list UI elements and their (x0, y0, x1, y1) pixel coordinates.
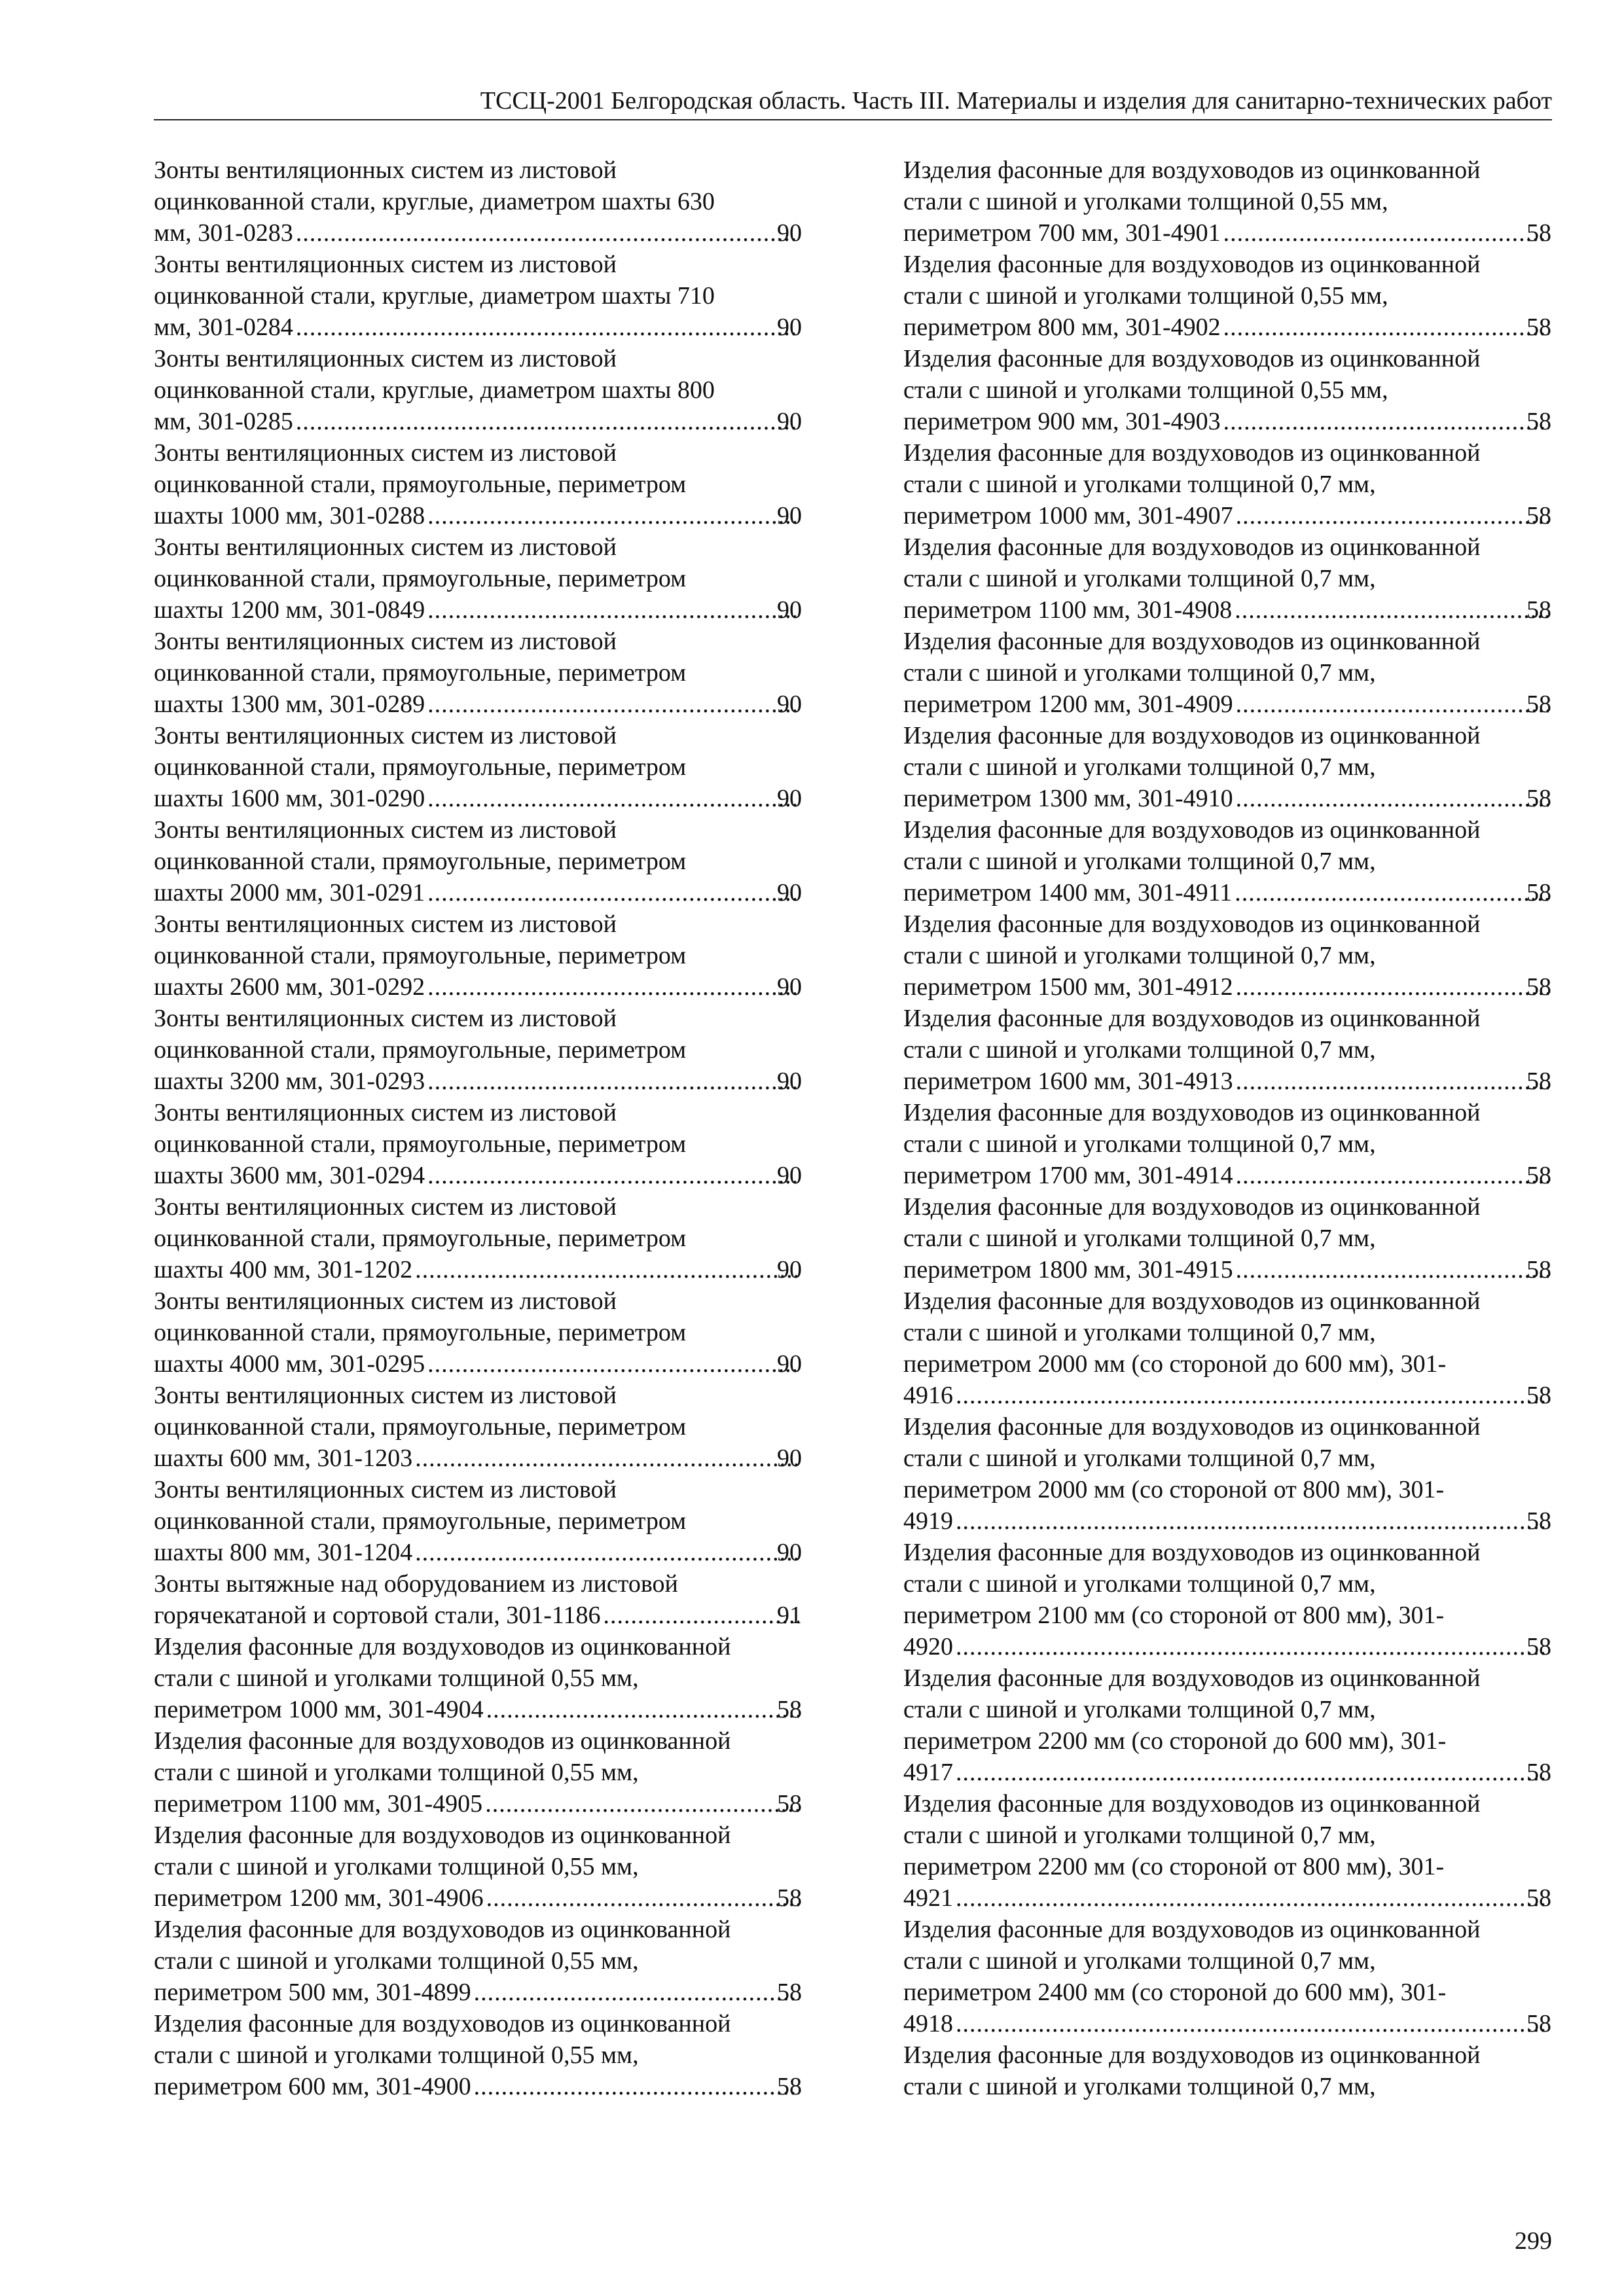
index-entry-code: периметром 1200 мм, 301-4909 (903, 691, 1233, 718)
index-entry-reference-line: периметром 500 мм, 301-4899 ..... 58 (181, 1977, 802, 2008)
index-entry-reference-line: шахты 3200 мм, 301-0293 ..... 90 (181, 1066, 802, 1097)
index-entry (903, 814, 1551, 908)
dot-leader (485, 1788, 799, 1820)
dot-leader (427, 1160, 799, 1191)
index-entry-line: стали с шиной и уголками толщиной 0,7 мм, (903, 659, 1376, 687)
index-entry-line: оцинкованной стали, прямоугольные, периметром (154, 1507, 687, 1535)
index-entry-line: периметром 2100 мм (со стороной от 800 мм), 301- (903, 1602, 1445, 1629)
index-entry-line: периметром 2400 мм (со стороной до 600 мм), 301- (903, 1979, 1447, 2006)
index-entry-reference-line: периметром 1300 мм, 301-4910 ..... 58 (931, 783, 1551, 814)
index-entry-line: Изделия фасонные для воздуховодов из оцинкованной (903, 1664, 1481, 1692)
dot-leader (1223, 217, 1549, 249)
index-entry-line: стали с шиной и уголками толщиной 0,55 мм, (903, 376, 1388, 404)
index-entry-line: периметром 2200 мм (со стороной от 800 мм), 301- (903, 1853, 1445, 1880)
dot-leader (427, 594, 799, 626)
index-entry-reference-line: периметром 1000 мм, 301-4904 ..... 58 (181, 1694, 802, 1725)
index-entry-line: Изделия фасонные для воздуховодов из оцинкованной (903, 1005, 1481, 1032)
dot-leader (1236, 1160, 1549, 1191)
index-entry-code: периметром 1100 мм, 301-4905 (154, 1790, 483, 1818)
index-entry-line: стали с шиной и уголками толщиной 0,7 мм, (903, 1225, 1376, 1252)
index-entry-reference-line: шахты 600 мм, 301-1203 ..... 90 (181, 1443, 802, 1474)
index-entry (154, 1725, 802, 1820)
index-entry-line: Зонты вентиляционных систем из листовой (154, 910, 617, 938)
index-entry-line: Изделия фасонные для воздуховодов из оцинкованной (154, 1821, 731, 1849)
index-entry-line: оцинкованной стали, прямоугольные, периметром (154, 1319, 687, 1346)
index-entry-reference-line: периметром 1400 мм, 301-4911 ..... 58 (931, 877, 1551, 908)
index-entry-reference-line: мм, 301-0283 ..... 90 (181, 217, 802, 249)
index-column-left (154, 154, 802, 2102)
index-entry-line: оцинкованной стали, круглые, диаметром шахты 630 (154, 188, 715, 215)
index-entry-line: Изделия фасонные для воздуховодов из оцинкованной (154, 2010, 731, 2037)
index-entry (154, 249, 802, 343)
dot-leader (1235, 594, 1549, 626)
index-column-right (903, 154, 1551, 2102)
index-entry (154, 1631, 802, 1725)
index-entry (154, 343, 802, 437)
index-entry-code: периметром 1100 мм, 301-4908 (903, 596, 1233, 624)
index-entry-code: шахты 1600 мм, 301-0290 (154, 785, 425, 812)
index-entry (154, 1820, 802, 1914)
index-entry (903, 1914, 1551, 2039)
index-entry-line: Зонты вентиляционных систем из листовой (154, 628, 617, 655)
index-entry (903, 720, 1551, 814)
index-entry-line: оцинкованной стали, прямоугольные, периметром (154, 942, 687, 969)
dot-leader (427, 783, 799, 814)
index-entry-reference-line: периметром 1500 мм, 301-4912 ..... 58 (931, 971, 1551, 1003)
index-entry (903, 2039, 1551, 2102)
index-entry-line: Зонты вентиляционных систем из листовой (154, 1005, 617, 1032)
index-entry-line: Зонты вентиляционных систем из листовой (154, 156, 617, 184)
index-entry-line: Зонты вентиляционных систем из листовой (154, 1287, 617, 1315)
dot-leader (427, 1348, 799, 1380)
index-entry-line: Зонты вентиляционных систем из листовой (154, 345, 617, 372)
index-entry-line: Изделия фасонные для воздуховодов из оцинкованной (903, 1413, 1481, 1441)
index-entry-code: периметром 900 мм, 301-4903 (903, 408, 1221, 435)
index-entry-code: шахты 1200 мм, 301-0849 (154, 596, 425, 624)
index-entry-line: стали с шиной и уголками толщиной 0,7 мм, (903, 753, 1376, 781)
index-entry-line: Изделия фасонные для воздуховодов из оцинкованной (903, 1193, 1481, 1221)
index-entry-line: оцинкованной стали, прямоугольные, периметром (154, 1225, 687, 1252)
index-entry (154, 2008, 802, 2102)
index-entry-reference-line: мм, 301-0285 ..... 90 (181, 406, 802, 437)
index-entry-line: стали с шиной и уголками толщиной 0,7 мм, (903, 1696, 1376, 1723)
dot-leader (427, 500, 799, 531)
index-entry-code: 4921 (903, 1884, 953, 1912)
index-entry-code: периметром 1600 мм, 301-4913 (903, 1067, 1233, 1095)
dot-leader (603, 1600, 799, 1631)
index-entry-line: оцинкованной стали, прямоугольные, периметром (154, 1036, 687, 1064)
index-entry-code: периметром 1400 мм, 301-4911 (903, 879, 1233, 906)
index-entry-code: периметром 1800 мм, 301-4915 (903, 1256, 1233, 1283)
index-entry-line: Зонты вентиляционных систем из листовой (154, 1099, 617, 1126)
index-entry-code: периметром 700 мм, 301-4901 (903, 219, 1221, 247)
index-entry (903, 1191, 1551, 1285)
index-entry (154, 1003, 802, 1097)
index-entry-code: периметром 1500 мм, 301-4912 (903, 973, 1233, 1001)
index-entry-reference-line: 4916 ..... 58 (931, 1380, 1551, 1411)
index-entry (154, 1474, 802, 1568)
dot-leader (415, 1443, 799, 1474)
index-entry-line: Изделия фасонные для воздуховодов из оцинкованной (903, 251, 1481, 278)
index-entry-code: шахты 1000 мм, 301-0288 (154, 502, 425, 529)
index-entry-reference-line: периметром 1200 мм, 301-4909 ..... 58 (931, 689, 1551, 720)
index-entry-code: периметром 1000 мм, 301-4904 (154, 1696, 484, 1723)
index-entry-line: Изделия фасонные для воздуховодов из оцинкованной (903, 2041, 1481, 2069)
index-entry-code: шахты 800 мм, 301-1204 (154, 1539, 413, 1566)
dot-leader (1236, 783, 1549, 814)
index-entry (903, 437, 1551, 531)
index-entry (903, 1662, 1551, 1788)
dot-leader (296, 406, 799, 437)
index-entry-code: 4920 (903, 1633, 953, 1660)
index-entry-line: стали с шиной и уголками толщиной 0,7 мм, (903, 1319, 1376, 1346)
index-entry (154, 531, 802, 626)
index-entry-code: горячекатаной и сортовой стали, 301-1186 (154, 1602, 601, 1629)
index-entry (903, 1003, 1551, 1097)
index-entry-line: периметром 2200 мм (со стороной до 600 мм), 301- (903, 1727, 1447, 1755)
index-entry-line: Зонты вентиляционных систем из листовой (154, 816, 617, 844)
index-entry (154, 720, 802, 814)
dot-leader (1236, 689, 1549, 720)
dot-leader (486, 1882, 799, 1914)
index-entry-line: Изделия фасонные для воздуховодов из оцинкованной (903, 1539, 1481, 1566)
index-entry (903, 908, 1551, 1003)
dot-leader (427, 877, 799, 908)
index-entry-line: стали с шиной и уголками толщиной 0,7 мм, (903, 2073, 1376, 2100)
index-entry-line: стали с шиной и уголками толщиной 0,7 мм, (903, 1036, 1376, 1064)
dot-leader (1236, 1254, 1549, 1285)
index-entry-line: Зонты вентиляционных систем из листовой (154, 1476, 617, 1503)
index-entry-line: стали с шиной и уголками толщиной 0,7 мм, (903, 1130, 1376, 1158)
index-entry-line: оцинкованной стали, прямоугольные, периметром (154, 1130, 687, 1158)
index-entry-line: стали с шиной и уголками толщиной 0,7 мм, (903, 1947, 1376, 1975)
dot-leader (1236, 500, 1549, 531)
index-entry-reference-line: шахты 1200 мм, 301-0849 ..... 90 (181, 594, 802, 626)
index-entry-line: Изделия фасонные для воздуховодов из оцинкованной (154, 1727, 731, 1755)
running-header: ТССЦ-2001 Белгородская область. Часть III. Материалы и изделия для санитарно-технических работ (480, 87, 1552, 115)
dot-leader (474, 2071, 799, 2102)
index-entry-line: Изделия фасонные для воздуховодов из оцинкованной (903, 1099, 1481, 1126)
index-entry-code: 4917 (903, 1759, 953, 1786)
index-entry-reference-line: 4917 ..... 58 (931, 1757, 1551, 1788)
index-entry-code: шахты 600 мм, 301-1203 (154, 1444, 413, 1472)
index-entry-line: стали с шиной и уголками толщиной 0,55 мм, (154, 2041, 639, 2069)
index-entry-code: 4918 (903, 2010, 953, 2037)
index-entry-line: Изделия фасонные для воздуховодов из оцинкованной (903, 156, 1481, 184)
index-entry (903, 1097, 1551, 1191)
index-entry-reference-line: шахты 3600 мм, 301-0294 ..... 90 (181, 1160, 802, 1191)
index-entry-code: периметром 500 мм, 301-4899 (154, 1979, 471, 2006)
index-entry-line: стали с шиной и уголками толщиной 0,7 мм, (903, 471, 1376, 498)
index-entry-code: мм, 301-0285 (154, 408, 293, 435)
index-entry-line: Изделия фасонные для воздуховодов из оцинкованной (903, 722, 1481, 749)
dot-leader (296, 312, 799, 343)
dot-leader (956, 1631, 1549, 1662)
header-rule (154, 119, 1552, 120)
index-entry-line: Зонты вентиляционных систем из листовой (154, 439, 617, 467)
index-entry-line: оцинкованной стали, прямоугольные, периметром (154, 848, 687, 875)
dot-leader (1223, 312, 1549, 343)
index-entry-line: оцинкованной стали, прямоугольные, периметром (154, 659, 687, 687)
index-entry (154, 1568, 802, 1631)
index-entry-line: Зонты вентиляционных систем из листовой (154, 1193, 617, 1221)
index-entry-line: периметром 2000 мм (со стороной от 800 мм), 301- (903, 1476, 1445, 1503)
index-entry-line: стали с шиной и уголками толщиной 0,7 мм, (903, 1821, 1376, 1849)
index-entry-line: стали с шиной и уголками толщиной 0,7 мм, (903, 565, 1376, 592)
index-entry-code: шахты 3200 мм, 301-0293 (154, 1067, 425, 1095)
index-entry (154, 154, 802, 249)
index-entry-line: Зонты вентиляционных систем из листовой (154, 533, 617, 561)
index-entry-line: стали с шиной и уголками толщиной 0,55 мм, (154, 1759, 639, 1786)
index-entry (903, 1537, 1551, 1662)
index-entry (903, 1788, 1551, 1914)
index-entry-code: шахты 2000 мм, 301-0291 (154, 879, 425, 906)
index-entry-line: стали с шиной и уголками толщиной 0,7 мм, (903, 848, 1376, 875)
index-entry-reference-line: шахты 2600 мм, 301-0292 ..... 90 (181, 971, 802, 1003)
index-entry-line: Изделия фасонные для воздуховодов из оцинкованной (903, 910, 1481, 938)
index-entry-line: Зонты вытяжные над оборудованием из листовой (154, 1570, 678, 1598)
index-entry-code: мм, 301-0284 (154, 314, 293, 341)
index-entry-line: стали с шиной и уголками толщиной 0,55 мм, (903, 282, 1388, 310)
page-number: 299 (1515, 2227, 1552, 2255)
index-entry-reference-line: шахты 1600 мм, 301-0290 ..... 90 (181, 783, 802, 814)
index-entry-line: Изделия фасонные для воздуховодов из оцинкованной (903, 628, 1481, 655)
index-entry-line: периметром 2000 мм (со стороной до 600 мм), 301- (903, 1350, 1447, 1378)
index-entry-reference-line: периметром 1100 мм, 301-4905 ..... 58 (181, 1788, 802, 1820)
index-entry-reference-line: шахты 800 мм, 301-1204 ..... 90 (181, 1537, 802, 1568)
index-entry-line: стали с шиной и уголками толщиной 0,7 мм, (903, 1444, 1376, 1472)
dot-leader (956, 1882, 1549, 1914)
index-entry-reference-line: периметром 600 мм, 301-4900 ..... 58 (181, 2071, 802, 2102)
index-entry-line: Изделия фасонные для воздуховодов из оцинкованной (903, 439, 1481, 467)
index-entry-code: периметром 1200 мм, 301-4906 (154, 1884, 484, 1912)
dot-leader (1223, 406, 1549, 437)
index-entry-reference-line: шахты 1000 мм, 301-0288 ..... 90 (181, 500, 802, 531)
index-entry-reference-line: горячекатаной и сортовой стали, 301-1186 ..... 91 (181, 1600, 802, 1631)
index-entry-line: оцинкованной стали, прямоугольные, периметром (154, 1413, 687, 1441)
index-entry-reference-line: 4919 ..... 58 (931, 1505, 1551, 1537)
index-entry-line: Зонты вентиляционных систем из листовой (154, 251, 617, 278)
index-entry (903, 343, 1551, 437)
index-entry-reference-line: шахты 1300 мм, 301-0289 ..... 90 (181, 689, 802, 720)
index-entry-line: Изделия фасонные для воздуховодов из оцинкованной (154, 1633, 731, 1660)
index-entry-code: периметром 800 мм, 301-4902 (903, 314, 1221, 341)
index-entry-reference-line: периметром 1800 мм, 301-4915 ..... 58 (931, 1254, 1551, 1285)
index-entry-line: Изделия фасонные для воздуховодов из оцинкованной (903, 816, 1481, 844)
index-entry-reference-line: мм, 301-0284 ..... 90 (181, 312, 802, 343)
index-entry (903, 626, 1551, 720)
index-entry (154, 437, 802, 531)
index-entry-line: стали с шиной и уголками толщиной 0,55 мм, (154, 1947, 639, 1975)
dot-leader (415, 1537, 799, 1568)
index-entry-line: оцинкованной стали, прямоугольные, периметром (154, 565, 687, 592)
index-entry-reference-line: шахты 4000 мм, 301-0295 ..... 90 (181, 1348, 802, 1380)
index-entry (903, 154, 1551, 249)
index-entry (154, 1191, 802, 1285)
dot-leader (427, 1066, 799, 1097)
index-entry-line: Зонты вентиляционных систем из листовой (154, 1382, 617, 1409)
index-entry-line: Изделия фасонные для воздуховодов из оцинкованной (154, 1916, 731, 1943)
index-entry (154, 908, 802, 1003)
index-entry (903, 531, 1551, 626)
index-entry-reference-line: шахты 400 мм, 301-1202 ..... 90 (181, 1254, 802, 1285)
index-entry (154, 1097, 802, 1191)
dot-leader (296, 217, 799, 249)
index-entry-code: шахты 4000 мм, 301-0295 (154, 1350, 425, 1378)
dot-leader (1236, 971, 1549, 1003)
index-entry-line: оцинкованной стали, прямоугольные, периметром (154, 753, 687, 781)
index-entry-code: периметром 1300 мм, 301-4910 (903, 785, 1233, 812)
dot-leader (486, 1694, 799, 1725)
index-entry-reference-line: периметром 1700 мм, 301-4914 ..... 58 (931, 1160, 1551, 1191)
index-entry-code: шахты 2600 мм, 301-0292 (154, 973, 425, 1001)
dot-leader (956, 1380, 1549, 1411)
index-entry-line: стали с шиной и уголками толщиной 0,7 мм, (903, 942, 1376, 969)
index-entry-code: 4919 (903, 1507, 953, 1535)
index-entry-line: оцинкованной стали, круглые, диаметром шахты 710 (154, 282, 715, 310)
index-entry-reference-line: периметром 900 мм, 301-4903 ..... 58 (931, 406, 1551, 437)
index-entry (903, 1285, 1551, 1411)
index-entry-line: стали с шиной и уголками толщиной 0,7 мм, (903, 1570, 1376, 1598)
index-entry-reference-line: 4918 ..... 58 (931, 2008, 1551, 2039)
dot-leader (956, 1757, 1549, 1788)
index-entry-code: 4916 (903, 1382, 953, 1409)
index-entry-line: Изделия фасонные для воздуховодов из оцинкованной (903, 1287, 1481, 1315)
index-entry-line: Изделия фасонные для воздуховодов из оцинкованной (903, 1916, 1481, 1943)
index-entry-reference-line: 4921 ..... 58 (931, 1882, 1551, 1914)
dot-leader (415, 1254, 799, 1285)
index-entry (154, 1285, 802, 1380)
index-entry-reference-line: периметром 1000 мм, 301-4907 ..... 58 (931, 500, 1551, 531)
index-entry-code: периметром 1700 мм, 301-4914 (903, 1162, 1233, 1189)
index-entry-line: стали с шиной и уголками толщиной 0,55 мм, (154, 1853, 639, 1880)
dot-leader (427, 971, 799, 1003)
index-entry-line: стали с шиной и уголками толщиной 0,55 мм, (903, 188, 1388, 215)
index-entry-reference-line: периметром 800 мм, 301-4902 ..... 58 (931, 312, 1551, 343)
index-entry-reference-line: периметром 1100 мм, 301-4908 ..... 58 (931, 594, 1551, 626)
index-entry-line: Изделия фасонные для воздуховодов из оцинкованной (903, 533, 1481, 561)
index-entry-code: шахты 400 мм, 301-1202 (154, 1256, 413, 1283)
dot-leader (427, 689, 799, 720)
index-entry-reference-line: 4920 ..... 58 (931, 1631, 1551, 1662)
dot-leader (1235, 877, 1549, 908)
index-entry (154, 1914, 802, 2008)
index-entry (903, 1411, 1551, 1537)
index-entry (154, 1380, 802, 1474)
dot-leader (956, 1505, 1549, 1537)
index-entry-code: шахты 1300 мм, 301-0289 (154, 691, 425, 718)
index-entry-line: Изделия фасонные для воздуховодов из оцинкованной (903, 1790, 1481, 1818)
index-entry-code: мм, 301-0283 (154, 219, 293, 247)
index-entry-line: оцинкованной стали, круглые, диаметром шахты 800 (154, 376, 715, 404)
index-entry-line: Изделия фасонные для воздуховодов из оцинкованной (903, 345, 1481, 372)
dot-leader (1236, 1066, 1549, 1097)
index-entry-code: шахты 3600 мм, 301-0294 (154, 1162, 425, 1189)
index-entry-line: Зонты вентиляционных систем из листовой (154, 722, 617, 749)
index-entry (154, 626, 802, 720)
index-entry (903, 249, 1551, 343)
index-entry-reference-line: периметром 1600 мм, 301-4913 ..... 58 (931, 1066, 1551, 1097)
index-entry-reference-line: периметром 1200 мм, 301-4906 ..... 58 (181, 1882, 802, 1914)
index-entry-line: стали с шиной и уголками толщиной 0,55 мм, (154, 1664, 639, 1692)
dot-leader (474, 1977, 799, 2008)
index-entry-reference-line: периметром 700 мм, 301-4901 ..... 58 (931, 217, 1551, 249)
index-entry-reference-line: шахты 2000 мм, 301-0291 ..... 90 (181, 877, 802, 908)
index-entry-code: периметром 600 мм, 301-4900 (154, 2073, 471, 2100)
dot-leader (956, 2008, 1549, 2039)
index-entry-code: периметром 1000 мм, 301-4907 (903, 502, 1233, 529)
index-entry-line: оцинкованной стали, прямоугольные, периметром (154, 471, 687, 498)
index-entry (154, 814, 802, 908)
